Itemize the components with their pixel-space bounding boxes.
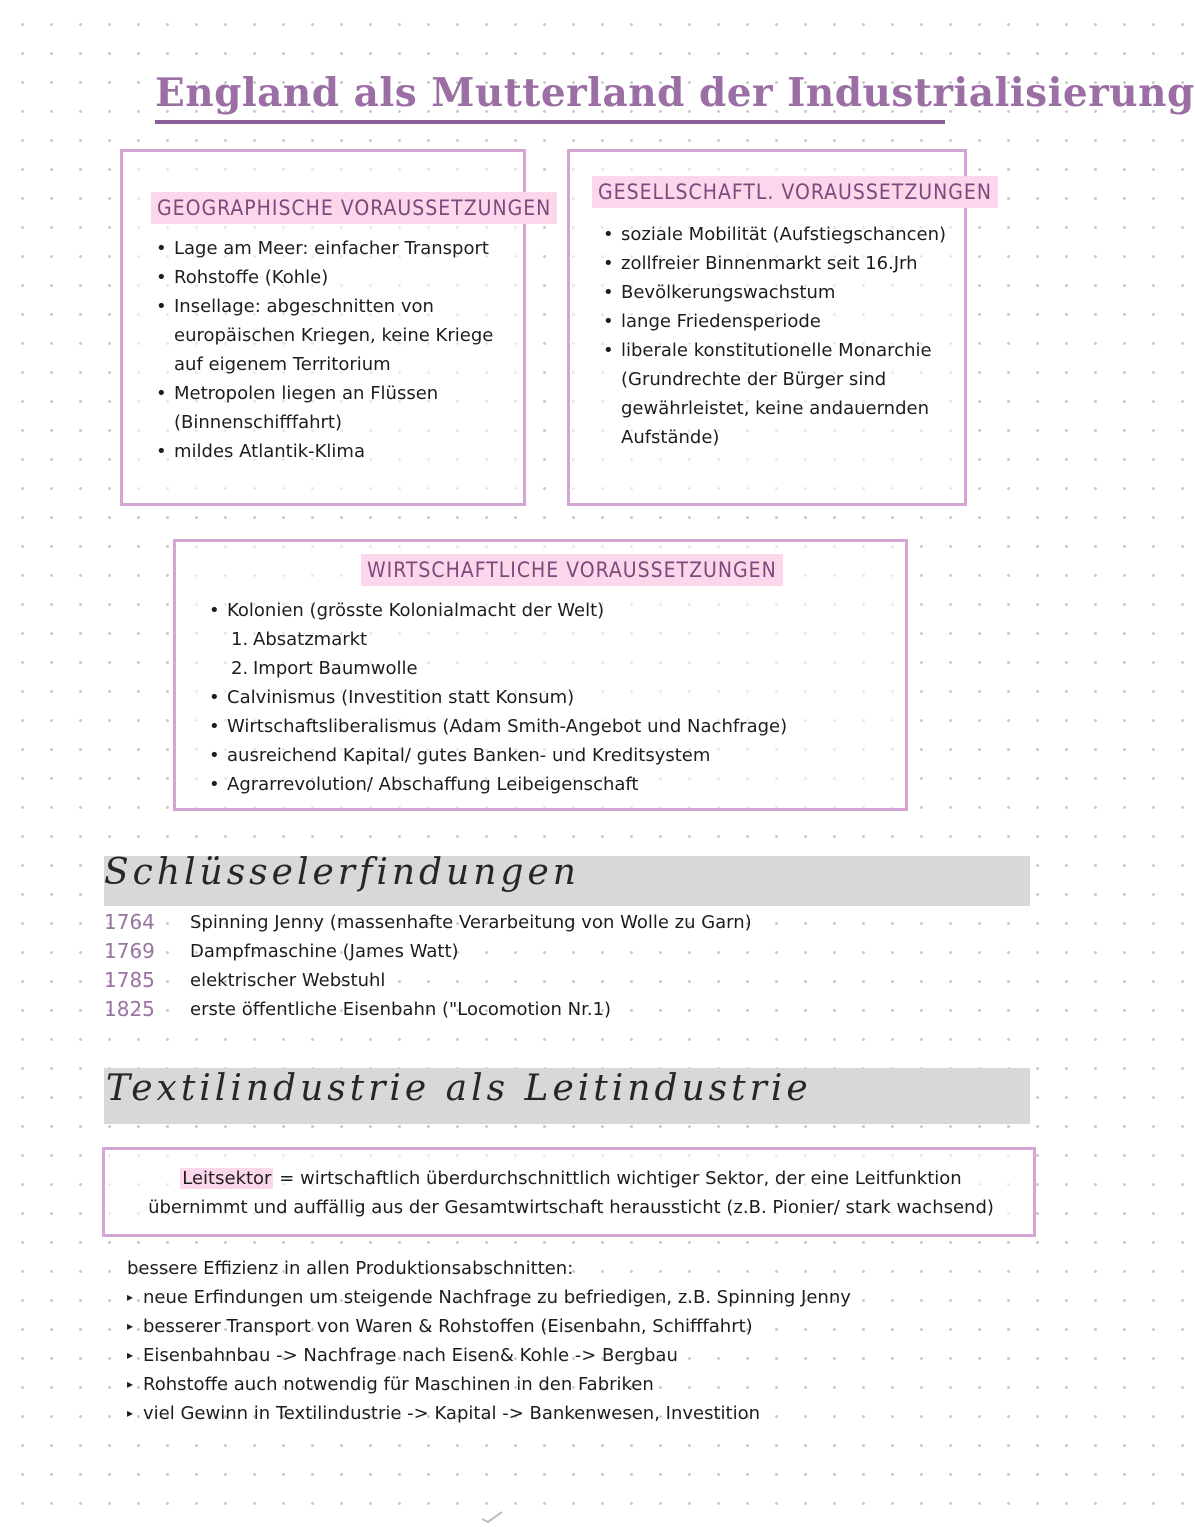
geo-list <box>156 234 516 466</box>
list-item: • Metropolen liegen an Flüssen (Binnenschifffahrt) <box>156 379 516 437</box>
list-item: • liberale konstitutionelle Monarchie (Grundrechte der Bürger sind gewährleistet, keine andauernden Aufstände) <box>603 336 955 452</box>
list-item: ▸ besserer Transport von Waren & Rohstoffen (Eisenbahn, Schifffahrt) <box>127 1312 851 1341</box>
timeline-text: elektrischer Webstuhl <box>190 970 386 991</box>
list-item: ▸ Rohstoffe auch notwendig für Maschinen in den Fabriken <box>127 1370 851 1399</box>
timeline-year: 1825 <box>104 997 155 1021</box>
list-item: • Agrarrevolution/ Abschaffung Leibeigenschaft <box>209 770 889 799</box>
gesell-box <box>567 149 992 506</box>
timeline-text: erste öffentliche Eisenbahn ("Locomotion Nr.1) <box>190 999 612 1020</box>
efficiency-intro: bessere Effizienz in allen Produktionsabschnitten: <box>127 1258 574 1279</box>
list-item: • Insellage: abgeschnitten von europäischen Kriegen, keine Kriege auf eigenem Territorium <box>156 292 516 379</box>
geo-heading: GEOGRAPHISCHE VORAUSSETZUNGEN <box>151 192 557 224</box>
list-item <box>209 625 889 654</box>
efficiency-list <box>127 1283 851 1428</box>
geo-box <box>120 149 552 506</box>
gesell-list <box>603 220 955 452</box>
list-item: • Calvinismus (Investition statt Konsum) <box>209 683 889 712</box>
list-item: • Rohstoffe (Kohle) <box>156 263 516 292</box>
list-item <box>209 654 889 683</box>
timeline-year: 1785 <box>104 968 155 992</box>
definition-line <box>123 1164 1019 1193</box>
definition-term: Leitsektor <box>182 1168 272 1189</box>
timeline-year: 1764 <box>104 910 155 934</box>
list-item: ▸ Eisenbahnbau -> Nachfrage nach Eisen& Kohle -> Bergbau <box>127 1341 851 1370</box>
page-title: England als Mutterland der Industrialisierung <box>155 68 945 124</box>
list-item: • soziale Mobilität (Aufstiegschancen) <box>603 220 955 249</box>
gesell-heading: GESELLSCHAFTL. VORAUSSETZUNGEN <box>592 176 998 208</box>
definition-line: übernimmt und auffällig aus der Gesamtwirtschaft heraussticht (z.B. Pionier/ stark wachsend) <box>148 1197 994 1218</box>
wirt-heading: WIRTSCHAFTLICHE VORAUSSETZUNGEN <box>361 554 783 586</box>
list-item: • Lage am Meer: einfacher Transport <box>156 234 516 263</box>
check-mark-icon <box>480 1510 520 1524</box>
list-number: 2. <box>231 658 249 679</box>
list-number: 1. <box>231 629 249 650</box>
list-text: Absatzmarkt <box>253 629 368 650</box>
list-item: • zollfreier Binnenmarkt seit 16.Jrh <box>603 249 955 278</box>
list-item: • lange Friedensperiode <box>603 307 955 336</box>
definition-box <box>102 1147 1036 1237</box>
list-item: ▸ neue Erfindungen um steigende Nachfrage zu befriedigen, z.B. Spinning Jenny <box>127 1283 851 1312</box>
textile-heading: Textilindustrie als Leitindustrie <box>106 1068 812 1109</box>
list-item: • ausreichend Kapital/ gutes Banken- und Kreditsystem <box>209 741 889 770</box>
wirt-list <box>209 596 889 799</box>
list-text: Import Baumwolle <box>253 658 418 679</box>
timeline-text: Dampfmaschine (James Watt) <box>190 941 459 962</box>
timeline-text: Spinning Jenny (massenhafte Verarbeitung von Wolle zu Garn) <box>190 912 752 933</box>
list-item: • Bevölkerungswachstum <box>603 278 955 307</box>
definition-text: = wirtschaftlich überdurchschnittlich wichtiger Sektor, der eine Leitfunktion <box>273 1168 962 1189</box>
list-item: • Wirtschaftsliberalismus (Adam Smith-Angebot und Nachfrage) <box>209 712 889 741</box>
timeline-year: 1769 <box>104 939 155 963</box>
inventions-heading: Schlüsselerfindungen <box>104 852 580 893</box>
list-item: ▸ viel Gewinn in Textilindustrie -> Kapital -> Bankenwesen, Investition <box>127 1399 851 1428</box>
list-item: • mildes Atlantik-Klima <box>156 437 516 466</box>
list-item: • Kolonien (grösste Kolonialmacht der Welt) <box>209 596 889 625</box>
wirt-box <box>173 539 908 811</box>
efficiency-section <box>127 1254 851 1428</box>
